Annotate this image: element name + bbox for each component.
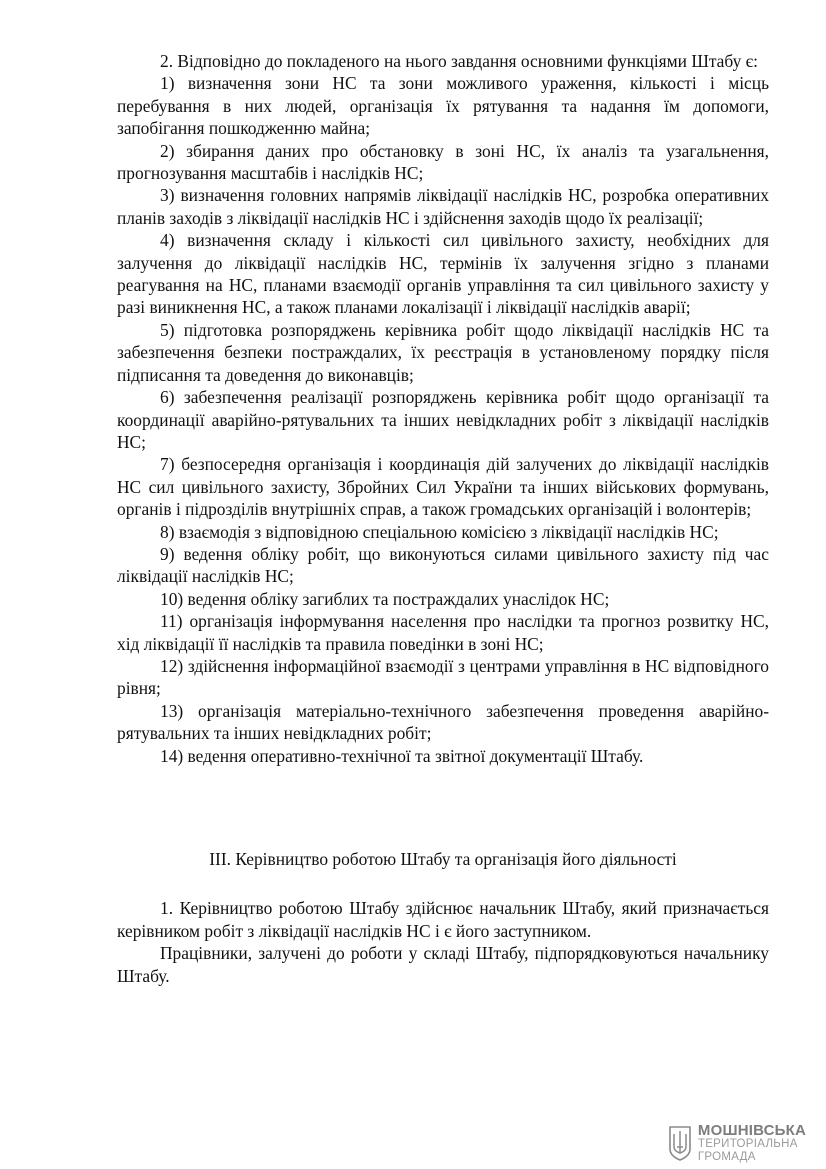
watermark-line-3: ГРОМАДА	[697, 1150, 756, 1163]
function-item-7: 7) безпосередня організація і координація дій залучених до ліквідації наслідків НС сил цивільного захисту, Збройних Сил України та інших військових формувань, органів і підрозділів внутрішніх справ, а також громадських організацій і волонтерів;	[117, 454, 769, 520]
document-page	[117, 50, 769, 987]
function-item-14: 14) ведення оперативно-технічної та звітної документації Штабу.	[160, 745, 644, 766]
intro-paragraph: 2. Відповідно до покладеного на нього завдання основними функціями Штабу є:	[160, 51, 758, 71]
section-paragraph-2: Працівники, залучені до роботи у складі Штабу, підпорядковуються начальнику Штабу.	[117, 943, 769, 986]
function-item-9: 9) ведення обліку робіт, що виконуються силами цивільного захисту під час ліквідації наслідків НС;	[117, 543, 769, 587]
trident-emblem-icon	[668, 1125, 692, 1161]
heading-spacer	[117, 870, 769, 897]
function-item-1: 1) визначення зони НС та зони можливого ураження, кількості і місць перебування в них людей, організація їх рятування та надання їм допомоги, запобігання пошкодженню майна;	[117, 73, 769, 139]
watermark-line-1: МОШНІВСЬКА	[697, 1122, 806, 1139]
function-item-10: 10) ведення обліку загиблих та постраждалих унаслідок НС;	[160, 588, 610, 609]
watermark-text	[698, 1123, 806, 1163]
function-item-11: 11) організація інформування населення про наслідки та прогноз розвитку НС, хід ліквідації її наслідків та правила поведінки в зоні НС;	[117, 611, 769, 654]
function-item-8: 8) взаємодія з відповідною спеціальною комісією з ліквідації наслідків НС;	[160, 521, 719, 542]
function-item-2: 2) збирання даних про обстановку в зоні НС, їх аналіз та узагальнення, прогнозування масштабів і наслідків НС;	[117, 140, 769, 184]
function-item-6: 6) забезпечення реалізації розпоряджень керівника робіт щодо організації та координації аварійно-рятувальних та інших невідкладних робіт з ліквідації наслідків НС;	[117, 387, 769, 452]
community-watermark	[668, 1123, 806, 1163]
watermark-line-2: ТЕРИТОРІАЛЬНА	[697, 1138, 798, 1150]
function-item-12: 12) здійснення інформаційної взаємодії з центрами управління в НС відповідного рівня;	[117, 655, 769, 699]
function-item-4: 4) визначення складу і кількості сил цивільного захисту, необхідних для залучення до ліквідації наслідків НС, термінів їх залучення згідно з планами реагування на НС, планами взаємодії органів управління та сил цивільного захисту у разі виникнення НС, а також планами локалізації і ліквідації наслідків аварії;	[117, 230, 769, 318]
section-heading: III. Керівництво роботою Штабу та організація його діяльності	[209, 849, 677, 869]
function-item-13: 13) організація матеріально-технічного забезпечення проведення аварійно-рятувальних та інших невідкладних робіт;	[117, 700, 769, 744]
function-item-5: 5) підготовка розпоряджень керівника робіт щодо ліквідації наслідків НС та забезпечення безпеки постраждалих, їх реєстрація в установленому порядку після підписання та доведення до виконавців;	[117, 319, 769, 385]
section-spacer	[117, 767, 769, 848]
section-paragraph-1: 1. Керівництво роботою Штабу здійснює начальник Штабу, який призначається керівником робіт з ліквідації наслідків НС і є його заступником.	[117, 898, 769, 941]
function-item-3: 3) визначення головних напрямів ліквідації наслідків НС, розробка оперативних планів заходів з ліквідації наслідків НС і здійснення заходів щодо їх реалізації;	[117, 185, 769, 228]
